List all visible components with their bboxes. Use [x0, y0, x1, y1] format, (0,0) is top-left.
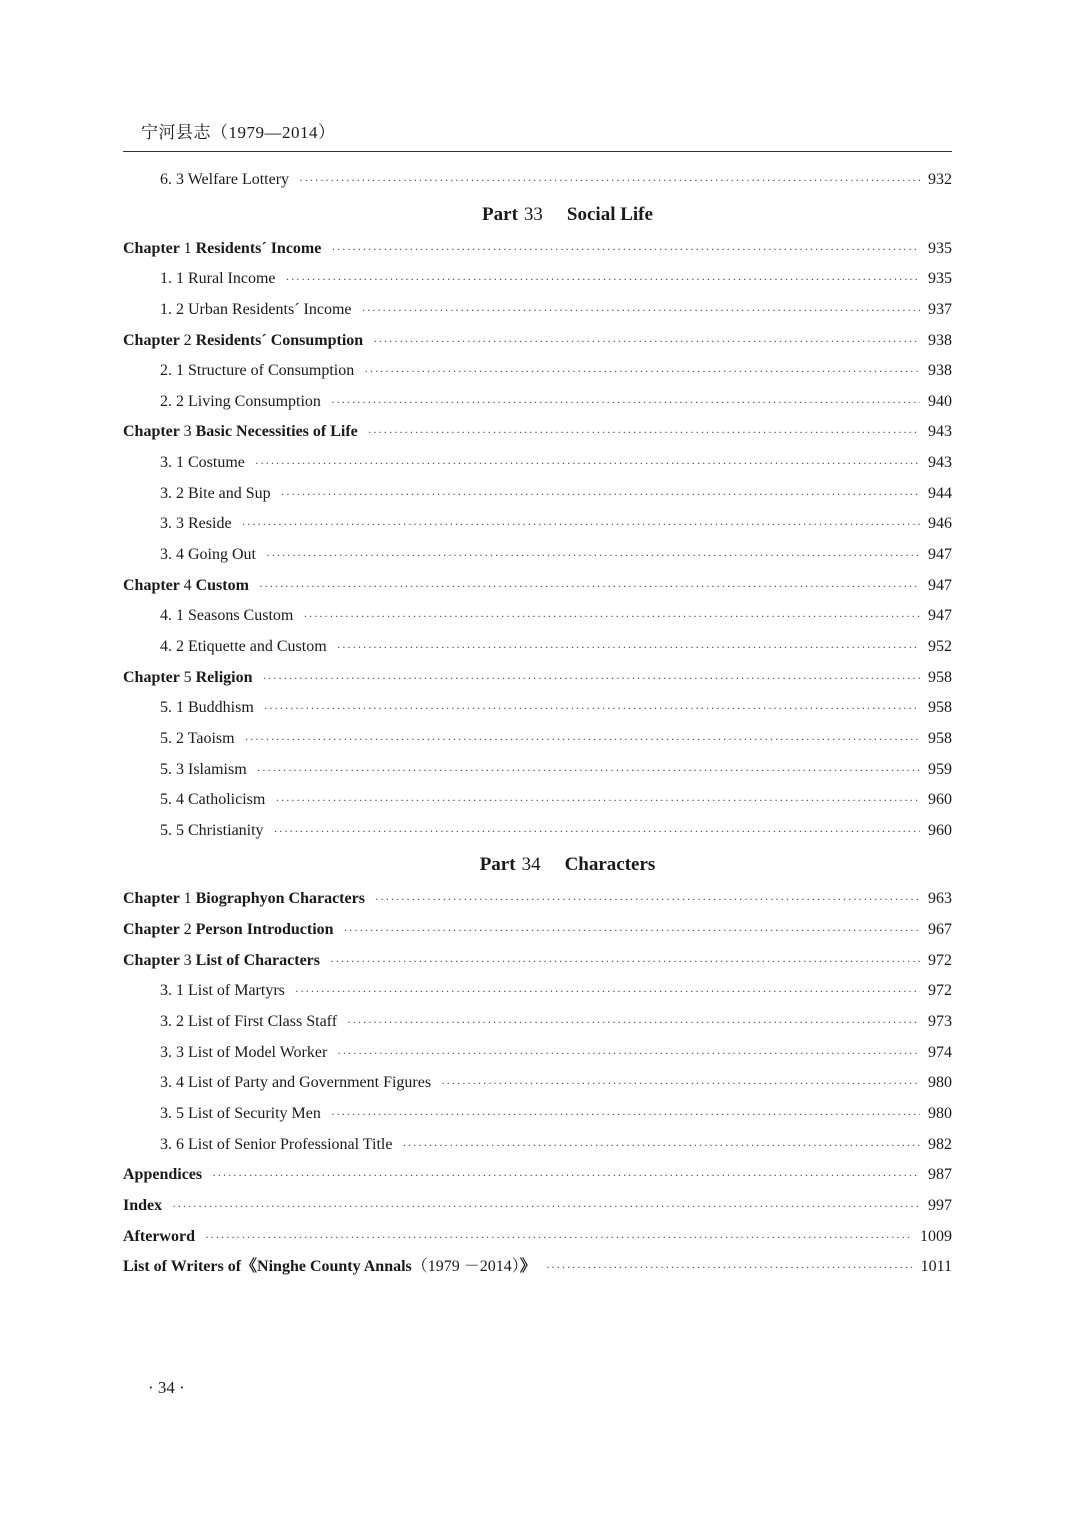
toc-chapter-row[interactable]	[123, 234, 952, 265]
table-of-contents	[123, 165, 952, 1283]
part-heading	[183, 196, 952, 234]
leader-dots	[274, 816, 920, 847]
toc-chapter-row[interactable]	[123, 417, 952, 448]
toc-section-row[interactable]	[123, 632, 952, 663]
chapter-word: Chapter	[123, 668, 180, 686]
chapter-title: Residents´ Income	[195, 239, 322, 257]
leader-dots	[172, 1191, 920, 1222]
writers-title: List of Writers of《Ninghe County Annals	[123, 1258, 412, 1276]
toc-section-row[interactable]	[123, 1038, 952, 1069]
toc-section-label: 5. 3 Islamism	[160, 760, 247, 778]
writers-close-bracket: 》	[519, 1258, 536, 1276]
toc-page-number: 952	[928, 637, 952, 655]
toc-section-label: 3. 5 List of Security Men	[160, 1104, 321, 1122]
toc-chapter-label	[123, 234, 321, 265]
toc-page-number: 960	[928, 791, 952, 809]
toc-section-row[interactable]	[123, 816, 952, 847]
leader-dots	[299, 165, 920, 196]
leader-dots	[402, 1130, 920, 1161]
chapter-number: 3	[183, 423, 192, 441]
leader-dots	[266, 540, 920, 571]
toc-section-row[interactable]	[123, 693, 952, 724]
toc-section-label: 3. 1 List of Martyrs	[160, 982, 285, 1000]
running-header-title: 宁河县志（1979—2014）	[141, 123, 336, 142]
toc-section-label: 1. 1 Rural Income	[160, 270, 276, 288]
toc-page-number: 947	[928, 546, 952, 564]
part-heading	[183, 846, 952, 884]
chapter-title: Custom	[195, 576, 249, 594]
toc-page-number: 982	[928, 1135, 952, 1153]
toc-section-row[interactable]	[123, 785, 952, 816]
toc-writers-row[interactable]	[123, 1252, 952, 1283]
leader-dots	[330, 946, 920, 977]
toc-page-number: 958	[928, 668, 952, 686]
chapter-number: 2	[183, 331, 192, 349]
chapter-title: Residents´ Consumption	[195, 331, 364, 349]
leader-dots	[331, 1099, 920, 1130]
toc-section-row[interactable]	[123, 1007, 952, 1038]
chapter-title: List of Characters	[195, 951, 321, 969]
leader-dots	[362, 295, 920, 326]
toc-section-row[interactable]	[123, 976, 952, 1007]
header-rule	[123, 151, 952, 152]
toc-page-number: 974	[928, 1043, 952, 1061]
toc-page-number: 946	[928, 515, 952, 533]
leader-dots	[337, 1038, 920, 1069]
toc-index-row[interactable]	[123, 1191, 952, 1222]
toc-chapter-row[interactable]	[123, 915, 952, 946]
toc-page-number: 967	[928, 921, 952, 939]
toc-page-number: 932	[928, 171, 952, 188]
toc-page-number: 935	[928, 270, 952, 288]
chapter-word: Chapter	[123, 576, 180, 594]
leader-dots	[245, 724, 920, 755]
part-number: 33	[523, 203, 543, 225]
leader-dots	[373, 326, 920, 357]
toc-plain-label: Index	[123, 1196, 163, 1214]
toc-chapter-row[interactable]	[123, 946, 952, 977]
chapter-number: 3	[183, 951, 192, 969]
toc-section-row[interactable]	[123, 356, 952, 387]
toc-chapter-row[interactable]	[123, 884, 952, 915]
toc-section-row[interactable]	[123, 165, 952, 196]
leader-dots	[212, 1160, 920, 1191]
toc-section-label: 3. 1 Costume	[160, 454, 245, 472]
leader-dots	[368, 417, 920, 448]
toc-section-row[interactable]	[123, 601, 952, 632]
toc-section-label: 6. 3 Welfare Lottery	[160, 171, 290, 188]
toc-section-label: 1. 2 Urban Residents´ Income	[160, 300, 352, 318]
toc-section-row[interactable]	[123, 1099, 952, 1130]
toc-page-number: 940	[928, 392, 952, 410]
toc-chapter-row[interactable]	[123, 663, 952, 694]
toc-plain-label	[123, 1252, 536, 1283]
part-word: Part	[479, 854, 516, 876]
toc-appendices-row[interactable]	[123, 1160, 952, 1191]
toc-chapter-label	[123, 326, 363, 357]
toc-section-label: 5. 1 Buddhism	[160, 699, 254, 717]
chapter-word: Chapter	[123, 423, 180, 441]
toc-page-number: 938	[928, 362, 952, 380]
leader-dots	[331, 234, 920, 265]
toc-section-row[interactable]	[123, 1068, 952, 1099]
toc-section-label: 3. 4 List of Party and Government Figures	[160, 1074, 432, 1092]
leader-dots	[364, 356, 920, 387]
toc-chapter-label	[123, 946, 320, 977]
toc-chapter-label	[123, 915, 334, 946]
toc-section-label: 2. 1 Structure of Consumption	[160, 362, 355, 380]
toc-section-label: 4. 2 Etiquette and Custom	[160, 637, 327, 655]
toc-page-number: 1009	[920, 1227, 952, 1245]
toc-section-label: 3. 2 Bite and Sup	[160, 484, 271, 502]
part-name: Characters	[564, 854, 656, 876]
chapter-word: Chapter	[123, 331, 180, 349]
toc-page-number: 972	[928, 951, 952, 969]
toc-chapter-row[interactable]	[123, 571, 952, 602]
toc-page-number: 1011	[920, 1258, 952, 1276]
toc-page-number: 937	[928, 300, 952, 318]
toc-section-label: 4. 1 Seasons Custom	[160, 607, 294, 625]
toc-page-number: 959	[928, 760, 952, 778]
toc-page-number: 943	[928, 454, 952, 472]
part-word: Part	[482, 203, 518, 225]
leader-dots	[281, 479, 920, 510]
leader-dots	[262, 663, 920, 694]
leader-dots	[331, 387, 920, 418]
leader-dots	[337, 632, 920, 663]
toc-page-number: 947	[928, 576, 952, 594]
chapter-number: 2	[183, 921, 192, 939]
toc-section-row[interactable]	[123, 479, 952, 510]
leader-dots	[255, 448, 920, 479]
chapter-title: Basic Necessities of Life	[195, 423, 358, 441]
toc-section-label: 3. 3 Reside	[160, 515, 232, 533]
chapter-number: 5	[183, 668, 192, 686]
toc-page-number: 958	[928, 699, 952, 717]
toc-section-label: 5. 4 Catholicism	[160, 791, 266, 809]
chapter-word: Chapter	[123, 921, 180, 939]
toc-section-label: 5. 2 Taoism	[160, 729, 235, 747]
part-number: 34	[521, 854, 541, 876]
toc-plain-label: Afterword	[123, 1227, 195, 1245]
toc-chapter-label	[123, 571, 249, 602]
leader-dots	[257, 755, 920, 786]
chapter-title: Person Introduction	[195, 921, 334, 939]
toc-section-row[interactable]	[123, 1130, 952, 1161]
toc-chapter-row[interactable]	[123, 326, 952, 357]
toc-page-number: 958	[928, 729, 952, 747]
toc-section-row[interactable]	[123, 295, 952, 326]
chapter-title: Biographyon Characters	[195, 890, 365, 908]
toc-section-row[interactable]	[123, 387, 952, 418]
toc-plain-label: Appendices	[123, 1166, 203, 1184]
toc-section-label: 3. 4 Going Out	[160, 546, 256, 564]
leader-dots	[205, 1222, 912, 1253]
toc-page-number: 997	[928, 1196, 952, 1214]
leader-dots	[242, 509, 920, 540]
toc-section-label: 5. 5 Christianity	[160, 821, 264, 839]
toc-section-label: 3. 2 List of First Class Staff	[160, 1013, 338, 1031]
chapter-number: 1	[183, 239, 192, 257]
toc-section-row[interactable]	[123, 755, 952, 786]
leader-dots	[275, 785, 920, 816]
toc-page-number: 973	[928, 1013, 952, 1031]
toc-page-number: 987	[928, 1166, 952, 1184]
toc-page-number: 972	[928, 982, 952, 1000]
part-name: Social Life	[566, 203, 653, 225]
chapter-word: Chapter	[123, 239, 180, 257]
chapter-number: 1	[183, 890, 192, 908]
toc-page-number: 947	[928, 607, 952, 625]
toc-section-label: 3. 3 List of Model Worker	[160, 1043, 328, 1061]
toc-chapter-label	[123, 663, 252, 694]
leader-dots	[259, 571, 920, 602]
toc-page-number: 938	[928, 331, 952, 349]
toc-page-number: 980	[928, 1104, 952, 1122]
toc-section-row[interactable]	[123, 540, 952, 571]
toc-chapter-label	[123, 884, 365, 915]
toc-chapter-label	[123, 417, 358, 448]
toc-section-row[interactable]	[123, 724, 952, 755]
leader-dots	[303, 601, 920, 632]
toc-section-row[interactable]	[123, 509, 952, 540]
leader-dots	[286, 264, 920, 295]
chapter-title: Religion	[195, 668, 253, 686]
leader-dots	[347, 1007, 920, 1038]
chapter-word: Chapter	[123, 890, 180, 908]
toc-page-number: 935	[928, 239, 952, 257]
leader-dots	[344, 915, 920, 946]
chapter-number: 4	[183, 576, 192, 594]
writers-years: （1979 －2014）	[411, 1258, 520, 1276]
page-folio: · 34 ·	[148, 1378, 185, 1397]
toc-page-number: 963	[928, 890, 952, 908]
leader-dots	[441, 1068, 920, 1099]
leader-dots	[295, 976, 920, 1007]
toc-page-number: 960	[928, 821, 952, 839]
toc-page-number: 944	[928, 484, 952, 502]
leader-dots	[264, 693, 920, 724]
toc-section-row[interactable]	[123, 264, 952, 295]
toc-afterword-row[interactable]	[123, 1222, 952, 1253]
toc-section-label: 3. 6 List of Senior Professional Title	[160, 1135, 393, 1153]
chapter-word: Chapter	[123, 951, 180, 969]
toc-section-row[interactable]	[123, 448, 952, 479]
toc-page-number: 943	[928, 423, 952, 441]
toc-section-label: 2. 2 Living Consumption	[160, 392, 321, 410]
toc-page-number: 980	[928, 1074, 952, 1092]
leader-dots	[546, 1252, 913, 1283]
leader-dots	[375, 884, 920, 915]
